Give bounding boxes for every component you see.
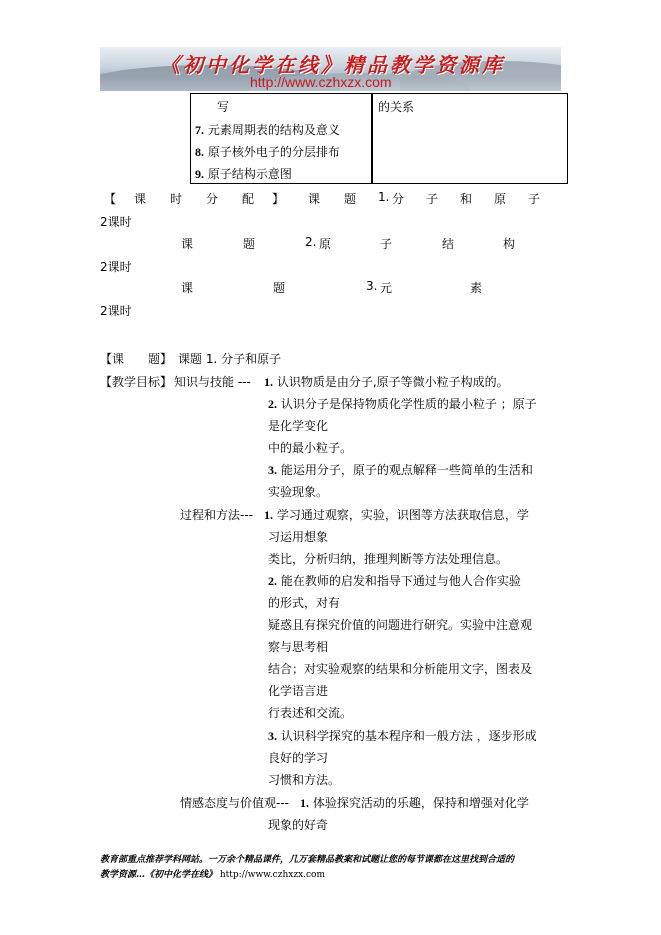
item-text: 能运用分子，原子的观点解释一些简单的生活和 — [280, 463, 533, 477]
item-text: 察与思考相 — [268, 640, 329, 654]
table-cell: 元素周期表的结构及意义 — [207, 123, 340, 137]
lesson3-char: 元 — [380, 281, 393, 295]
item-text: 化学语言进 — [268, 684, 329, 698]
allocation-bracket-open: 【 — [104, 192, 117, 206]
row-number: 9. — [195, 167, 204, 181]
lesson2-char: 构 — [503, 237, 516, 251]
item-number: 2. — [268, 574, 277, 588]
emotion-item — [300, 794, 529, 811]
process-item — [268, 727, 537, 744]
allocation-ke: 课 — [181, 281, 194, 295]
item-text: 认识物质是由分子,原子等微小粒子构成的。 — [276, 375, 509, 389]
table-cell: 原子结构示意图 — [207, 167, 292, 181]
item-number: 1. — [264, 508, 273, 522]
lesson2-char: 原 — [319, 237, 332, 251]
item-text: 学习通过观察，实验，识图等方法获取信息，学 — [276, 508, 529, 522]
allocation-bracket-close: 】 — [272, 192, 285, 206]
footer-url-link[interactable]: http://www.czhxzx.com — [219, 870, 326, 880]
table-row — [195, 165, 292, 182]
allocation-ke: 课 — [308, 192, 321, 206]
table-cell-right: 的关系 — [378, 100, 415, 114]
lesson1-char: 分 — [392, 192, 405, 206]
process-label: 过程和方法--- — [180, 508, 253, 522]
item-text: 现象的好奇 — [268, 818, 329, 832]
lesson3-char: 素 — [470, 281, 483, 295]
item-text: 的形式，对有 — [268, 596, 341, 610]
allocation-label-char: 课 — [134, 192, 147, 206]
process-item — [268, 572, 521, 589]
table-row — [195, 121, 340, 138]
row-number: 8. — [195, 145, 204, 159]
allocation-label-char: 分 — [206, 192, 219, 206]
lesson1-char: 子 — [528, 192, 541, 206]
lesson3-number: 3. — [366, 279, 378, 293]
table-cell: 原子核外电子的分层排布 — [207, 145, 340, 159]
allocation-ti: 题 — [273, 281, 286, 295]
item-text: 能在教师的启发和指导下通过与他人合作实验 — [280, 574, 521, 588]
item-text: 行表述和交流。 — [268, 706, 353, 720]
item-number: 1. — [264, 375, 273, 389]
lesson1-char: 子 — [426, 192, 439, 206]
lesson1-number: 1. — [378, 190, 390, 204]
lesson2-char: 子 — [380, 237, 393, 251]
knowledge-item — [268, 461, 533, 478]
process-item — [264, 506, 529, 523]
table-row — [217, 98, 229, 115]
item-text: 类比，分析归纳，推理判断等方法处理信息。 — [268, 552, 509, 566]
footer-promo-text: 教育部重点推荐学科网站。一万余个精品课件，几万套精品教案和试题让您的每节课都在这里找到合适的 — [100, 855, 515, 865]
item-text: 认识分子是保持物质化学性质的最小粒子 ；原子 — [280, 397, 537, 411]
table-divider — [371, 94, 373, 183]
allocation-ti: 题 — [344, 192, 357, 206]
footer-source-text: 教学资源…《初中化学在线》 — [100, 870, 218, 880]
item-text: 习惯和方法。 — [268, 773, 341, 787]
emotion-label: 情感态度与价值观--- — [180, 796, 289, 810]
item-number: 2. — [268, 397, 277, 411]
lesson1-hours: 2课时 — [100, 215, 132, 229]
lesson2-number: 2. — [305, 235, 317, 249]
lesson2-hours: 2课时 — [100, 260, 132, 274]
item-number: 3. — [268, 463, 277, 477]
allocation-ke: 课 — [181, 237, 194, 251]
knowledge-item — [264, 373, 509, 390]
allocation-label-char: 时 — [170, 192, 183, 206]
item-text: 中的最小粒子。 — [268, 441, 353, 455]
item-text: 良好的学习 — [268, 751, 329, 765]
header-banner — [100, 47, 561, 91]
item-text: 习运用想象 — [268, 530, 329, 544]
knowledge-item — [268, 395, 537, 412]
topic-value: 课题 1. 分子和原子 — [178, 352, 282, 366]
banner-url-link[interactable]: http://www.czhxzx.com — [250, 74, 392, 90]
allocation-label-char: 配 — [242, 192, 255, 206]
lesson3-hours: 2课时 — [100, 304, 132, 318]
row-number: 7. — [195, 123, 204, 137]
banner-title: 《初中化学在线》精品教学资源库 — [160, 53, 505, 77]
item-text: 认识科学探究的基本程序和一般方法 ，逐步形成 — [280, 729, 537, 743]
topic-label: 【课 题】 — [100, 352, 173, 366]
item-text: 是化学变化 — [268, 419, 329, 433]
item-number: 1. — [300, 796, 309, 810]
item-text: 实验现象。 — [268, 485, 329, 499]
objectives-label: 【教学目标】 — [100, 375, 173, 389]
knowledge-label: 知识与技能 --- — [174, 375, 251, 389]
footer-source — [100, 867, 325, 880]
lesson2-char: 结 — [442, 237, 455, 251]
allocation-ti: 题 — [243, 237, 256, 251]
table-row — [195, 143, 340, 160]
item-text: 体验探究活动的乐趣，保持和增强对化学 — [312, 796, 529, 810]
item-text: 结合；对实验观察的结果和分析能用文字，图表及 — [268, 662, 533, 676]
lesson1-char: 和 — [460, 192, 473, 206]
item-number: 3. — [268, 729, 277, 743]
table-cell: 写 — [217, 100, 230, 114]
item-text: 疑惑且有探究价值的问题进行研究。实验中注意观 — [268, 618, 533, 632]
lesson1-char: 原 — [494, 192, 507, 206]
